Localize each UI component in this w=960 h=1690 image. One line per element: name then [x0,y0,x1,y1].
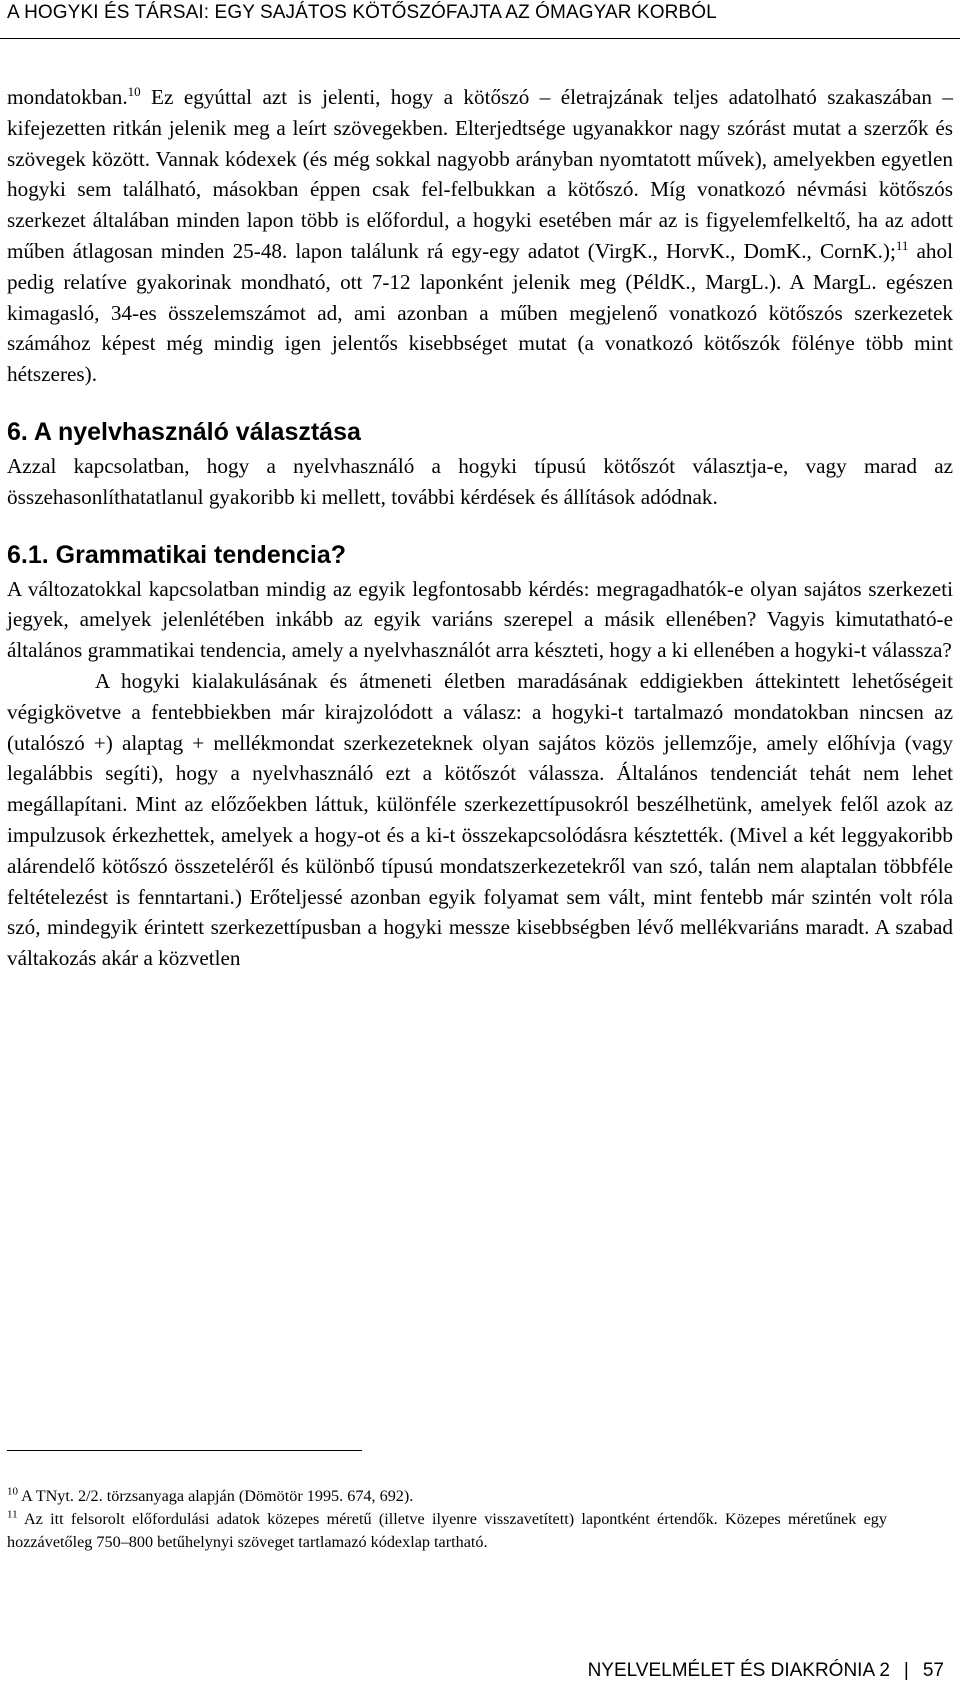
footnote-11 [7,1508,887,1554]
page-number: 57 [922,1660,944,1681]
footnote-ref-11[interactable]: 11 [895,237,909,253]
footnote-number: 11 [7,1508,18,1521]
footnote-number: 10 [7,1485,18,1498]
paragraph-start-text: mondatokban. [7,85,128,109]
footnote-separator [7,1450,362,1451]
running-header: A HOGYKI ÉS TÁRSAI: EGY SAJÁTOS KÖTŐSZÓFAJTA AZ ÓMAGYAR KORBÓL [7,2,717,23]
footnote-text: Az itt felsorolt előfordulási adatok közepes méretű (illetve ilyenre visszavetített) lapontként értendők. Közepes méretűnek egy hozzávetőleg 750–800 betűhelynyi szöveget tartlamazó kódexlap tartható. [7,1510,887,1551]
section-heading-6-1: 6.1. Grammatikai tendencia? [7,540,347,569]
body-text [7,82,953,974]
section-6-paragraph: Azzal kapcsolatban, hogy a nyelvhasználó a hogyki típusú kötőszót választja-e, vagy marad az összehasonlíthatatlanul gyakoribb ki mellett, további kérdések és állítások adódnak. [7,453,953,509]
footnotes [7,1485,887,1554]
header-rule [0,38,960,39]
section-6-1-paragraph-2: A hogyki kialakulásának és átmeneti életben maradásának eddigiekben áttekintett lehetőségeit végigkövetve a fentebbiekben már kirajzolódott a válasz: a hogyki-t tartalmazó mondatokban nincsen az (utalószó +) alaptag + mellékmondat szerkezeteknek olyan sajátos közös jellemzője, amely előhívja (vagy legalábbis segíti), hogy a nyelvhasználó ezt a kötőszót válassza. Általános tendenciát tehát nem lehet megállapítani. Mint az előzőekben láttuk, különféle szerkezettípusokról beszélhetünk, amelyek felől azok az impulzusok érkezhettek, amelyek a hogy-ot és a ki-t összekapcsolódásra késztették. (Mivel a két leggyakoribb alárendelő kötőszó összeteléről és különbő típusú mondatszerkezetekről van szó, talán nem alaptalan többféle feltételezést is fenntartani.) Erőteljessé azonban egyik folyamat sem vált, mint fentebb már szintén volt róla szó, mindegyik érintett szerkezettípusban a hogyki messze kisebbségben lévő mellékvariáns maradt. A szabad váltakozás akár a közvetlen [7,668,953,971]
paragraph-middle-text: Ez egyúttal azt is jelenti, hogy a kötőszó – életrajzának teljes adatolható szakaszában – kifejezetten ritkán jelenik meg a leírt szövegekben. Elterjedtsége ugyanakkor nagy szórást mutat a szerzők és szövegek között. Vannak kódexek (és még sokkal nagyobb arányban nyomtatott művek), amelyekben egyetlen hogyki sem található, másokban éppen csak fel-felbukkan a kötőszó. Míg vonatkozó névmási kötőszós szerkezet általában minden lapon több is előfordul, a hogyki esetében már az is figyelemfelkeltő, ha az adott műben átlagosan minden 25-48. lapon találunk rá egy-egy adatot (VirgK., HorvK., DomK., CornK.); [7,85,953,263]
section-heading-6: 6. A nyelvhasználó választása [7,417,361,446]
journal-title: NYELVELMÉLET ÉS DIAKRÓNIA 2 [587,1660,890,1681]
paragraph-end-text: ahol pedig relatíve gyakorinak mondható, ott 7-12 laponként jelenik meg (PéldK., MargL.). A MargL. egészen kimagasló, 34-es összelemszámot ad, ami azonban a műben megjelenő vonatkozó kötőszós szerkezetek számához képest még mindig igen jelentős kisebbséget mutat (a vonatkozó kötőszók fölénye több mint hétszeres). [7,238,953,387]
running-footer [588,1660,944,1682]
footnote-10 [7,1485,887,1508]
section-6-1-paragraph-1: A változatokkal kapcsolatban mindig az egyik legfontosabb kérdés: megragadhatók-e olyan sajátos szerkezeti jegyek, amelyek jelenlétében inkább az egyik variáns szerepel a másik ellenében? Vagyis kimutatható-e általános grammatikai tendencia, amely a nyelvhasználót arra készteti, hogy a ki ellenében a hogyki-t válassza? [7,576,953,663]
footer-separator: | [903,1660,909,1681]
paragraph-continuation [7,82,953,390]
footnote-text: A TNyt. 2/2. törzsanyaga alapján (Dömötör 1995. 674, 692). [18,1487,414,1505]
footnote-ref-10[interactable]: 10 [127,83,141,99]
